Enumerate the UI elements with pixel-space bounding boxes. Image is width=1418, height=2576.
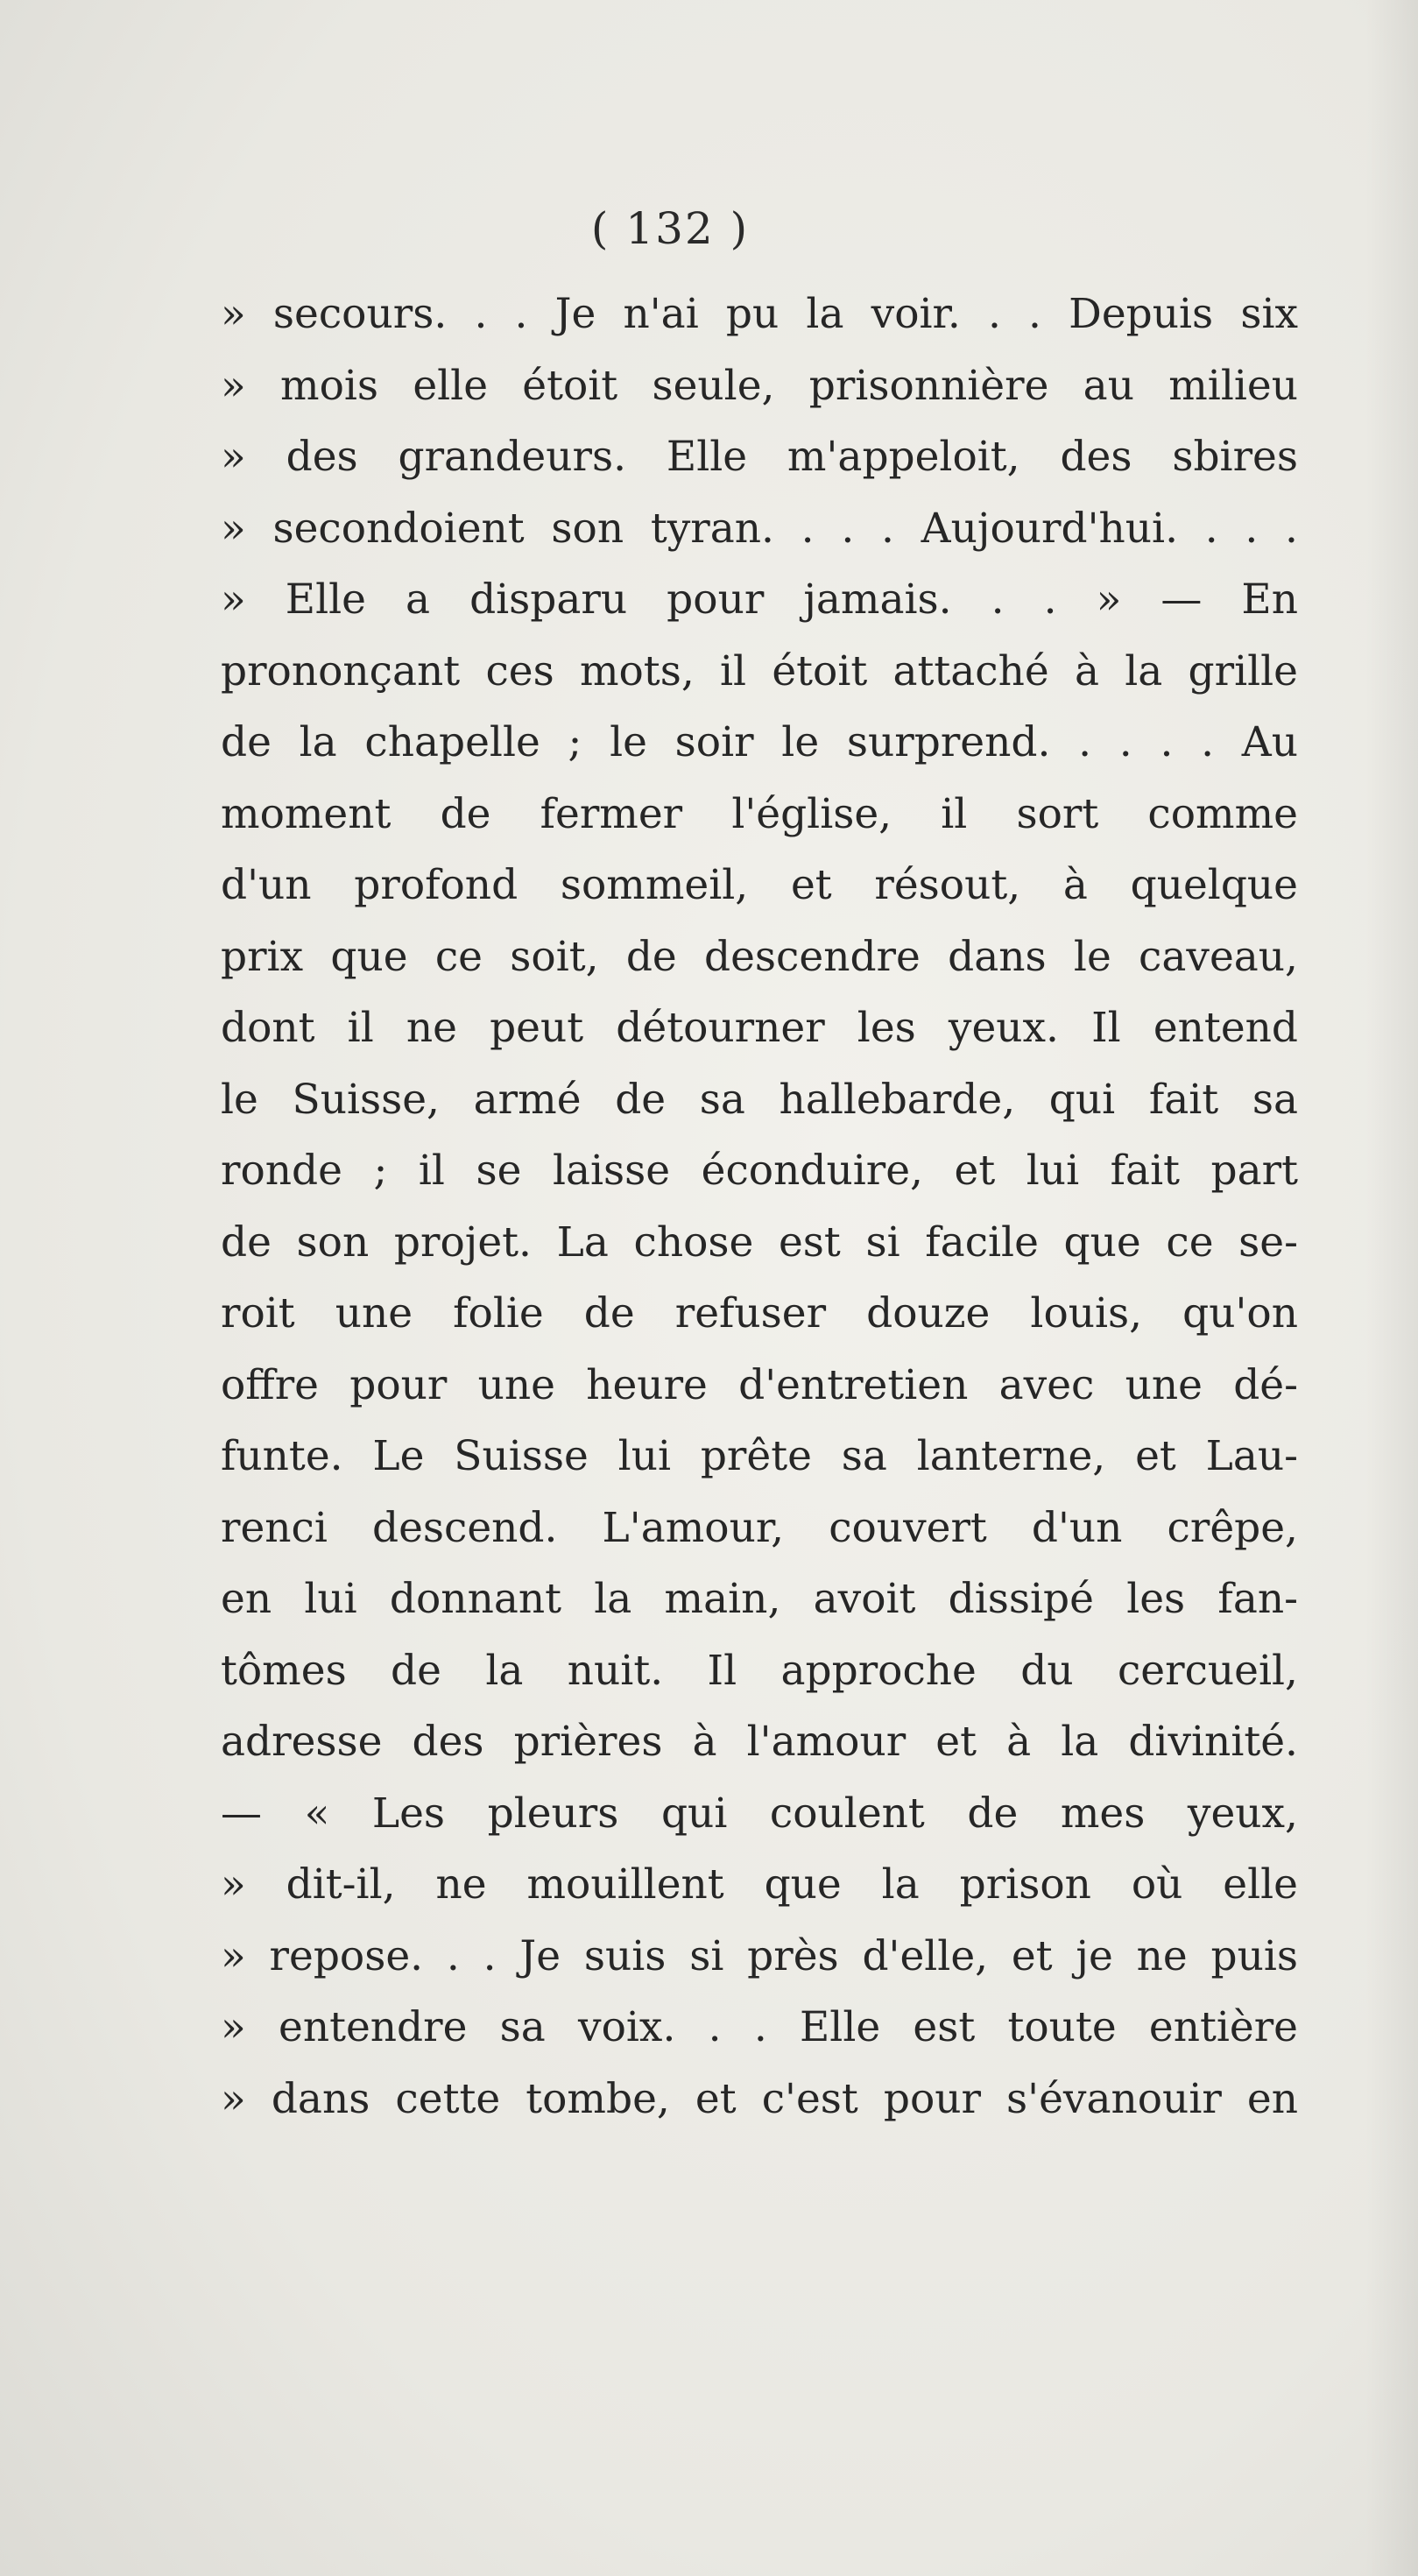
text-line: tômes de la nuit. Il approche du cercueil, [221, 1646, 1298, 1695]
text-line: moment de fermer l'église, il sort comme [221, 789, 1298, 838]
text-line: — « Les pleurs qui coulent de mes yeux, [221, 1789, 1298, 1838]
text-line: en lui donnant la main, avoit dissipé les fan- [221, 1575, 1298, 1623]
page-number: ( 132 ) [590, 203, 750, 254]
text-line: adresse des prières à l'amour et à la divinité. [221, 1718, 1298, 1766]
text-line: roit une folie de refuser douze louis, qu'on [221, 1289, 1298, 1337]
text-line: funte. Le Suisse lui prête sa lanterne, et Lau- [221, 1432, 1298, 1480]
text-line: offre pour une heure d'entretien avec une dé- [221, 1360, 1298, 1409]
text-line: le Suisse, armé de sa hallebarde, qui fait sa [221, 1075, 1298, 1124]
text-line: » des grandeurs. Elle m'appeloit, des sbires [221, 433, 1298, 481]
text-line: de son projet. La chose est si facile que ce se- [221, 1217, 1298, 1267]
text-line: » entendre sa voix. . . Elle est toute entière [221, 2003, 1298, 2051]
text-line: » dit-il, ne mouillent que la prison où elle [221, 1860, 1298, 1909]
text-line: » repose. . . Je suis si près d'elle, et je ne puis [221, 1931, 1298, 1980]
text-line: renci descend. L'amour, couvert d'un crêpe, [221, 1503, 1298, 1552]
text-line: de la chapelle ; le soir le surprend. . . . . Au [221, 718, 1298, 766]
text-line: » secours. . . Je n'ai pu la voir. . . Depuis six [221, 290, 1298, 338]
page-edge-shadow [1365, 0, 1418, 2576]
body-text [221, 279, 1298, 2135]
text-line: dont il ne peut détourner les yeux. Il entend [221, 1004, 1298, 1052]
text-line: » mois elle étoit seule, prisonnière au milieu [221, 361, 1298, 410]
text-line: » secondoient son tyran. . . . Aujourd'hui. . . . [221, 504, 1298, 553]
text-line: prix que ce soit, de descendre dans le caveau, [221, 932, 1298, 981]
text-line: prononçant ces mots, il étoit attaché à la grille [221, 646, 1298, 695]
text-line: d'un profond sommeil, et résout, à quelque [221, 861, 1298, 909]
text-line: ronde ; il se laisse éconduire, et lui fait part [221, 1147, 1298, 1195]
text-line: » Elle a disparu pour jamais. . . » — En [221, 575, 1298, 624]
text-line: » dans cette tombe, et c'est pour s'évanouir en [221, 2074, 1298, 2123]
